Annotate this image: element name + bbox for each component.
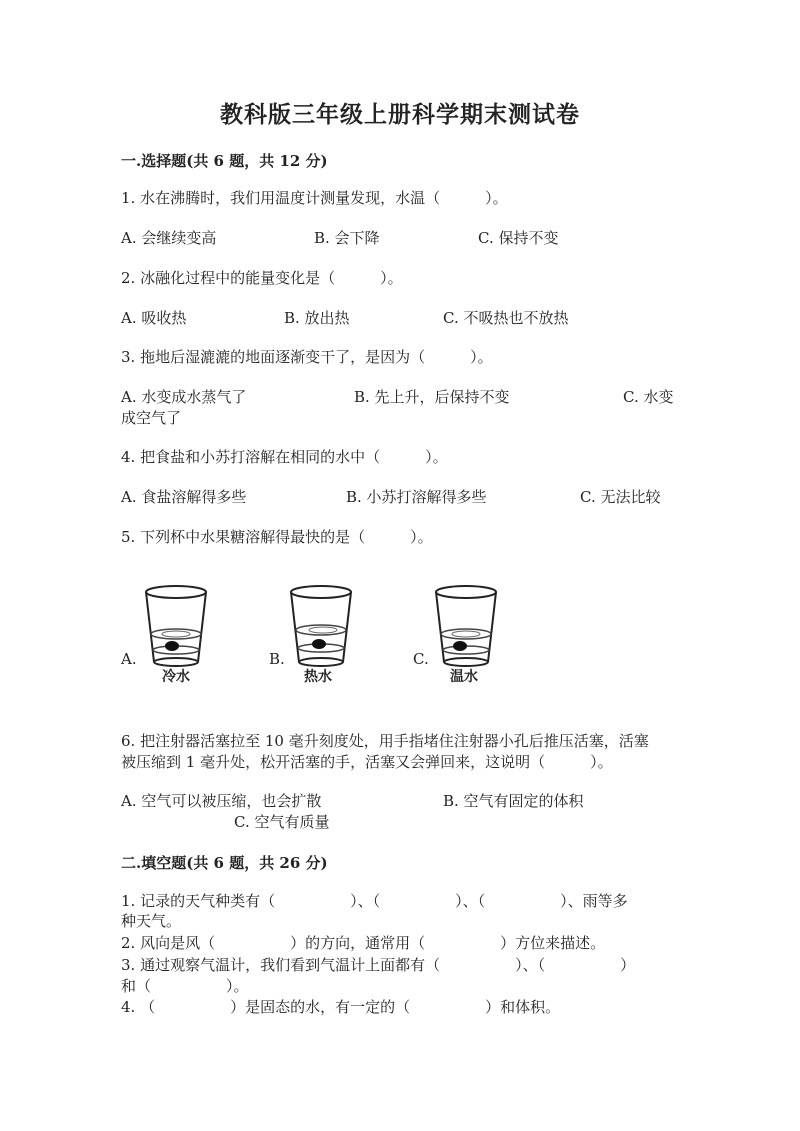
cup-c-label: 温水 bbox=[450, 669, 478, 685]
question-3-option-c-continued: 成空气了 bbox=[121, 409, 182, 427]
fill-3-line-2: 和（ ）。 bbox=[121, 977, 249, 995]
question-4-stem: 4. 把食盐和小苏打溶解在相同的水中（ ）。 bbox=[121, 448, 448, 466]
glass-cup-icon bbox=[281, 582, 361, 672]
fill-2-line-1: 2. 风向是风（ ）的方向，通常用（ ）方位来描述。 bbox=[121, 934, 606, 952]
cup-b-letter: B. bbox=[269, 650, 285, 668]
question-6-option-c: C. 空气有质量 bbox=[234, 813, 330, 831]
question-2-option-b: B. 放出热 bbox=[284, 309, 350, 327]
question-6-option-a: A. 空气可以被压缩，也会扩散 bbox=[121, 792, 322, 810]
question-3-stem: 3. 拖地后湿漉漉的地面逐渐变干了，是因为（ ）。 bbox=[121, 348, 493, 366]
question-1-stem: 1. 水在沸腾时，我们用温度计测量发现，水温（ ）。 bbox=[121, 189, 508, 207]
fill-1-line-2: 种天气。 bbox=[121, 912, 182, 930]
glass-cup-icon bbox=[426, 582, 506, 672]
question-2-option-a: A. 吸收热 bbox=[121, 309, 187, 327]
section-heading-fill-blank: 二.填空题(共 6 题，共 26 分) bbox=[121, 854, 328, 872]
question-5-stem: 5. 下列杯中水果糖溶解得最快的是（ ）。 bbox=[121, 528, 433, 546]
cup-a-label: 冷水 bbox=[162, 669, 190, 685]
question-4-option-a: A. 食盐溶解得多些 bbox=[121, 488, 247, 506]
fill-3-line-1: 3. 通过观察气温计，我们看到气温计上面都有（ ）、（ ） bbox=[121, 956, 636, 974]
question-1-option-c: C. 保持不变 bbox=[478, 229, 559, 247]
question-2-stem: 2. 冰融化过程中的能量变化是（ ）。 bbox=[121, 269, 403, 287]
question-3-option-a: A. 水变成水蒸气了 bbox=[121, 388, 247, 406]
page-title: 教科版三年级上册科学期末测试卷 bbox=[220, 101, 580, 128]
cup-a-letter: A. bbox=[121, 650, 137, 668]
question-1-option-b: B. 会下降 bbox=[314, 229, 380, 247]
glass-cup-icon bbox=[136, 582, 216, 672]
question-1-option-a: A. 会继续变高 bbox=[121, 229, 217, 247]
question-3-option-b: B. 先上升，后保持不变 bbox=[354, 388, 510, 406]
question-6-stem-line-2: 被压缩到 1 毫升处，松开活塞的手，活塞又会弹回来，这说明（ ）。 bbox=[121, 753, 613, 771]
fill-4-line-1: 4. （ ）是固态的水，有一定的（ ）和体积。 bbox=[121, 998, 561, 1016]
cup-b-label: 热水 bbox=[304, 669, 332, 685]
question-3-option-c: C. 水变 bbox=[623, 388, 674, 406]
question-6-stem-line-1: 6. 把注射器活塞拉至 10 毫升刻度处，用手指堵住注射器小孔后推压活塞，活塞 bbox=[121, 732, 649, 750]
question-4-option-c: C. 无法比较 bbox=[580, 488, 661, 506]
question-6-option-b: B. 空气有固定的体积 bbox=[443, 792, 584, 810]
section-heading-choice: 一.选择题(共 6 题，共 12 分) bbox=[121, 152, 328, 170]
question-4-option-b: B. 小苏打溶解得多些 bbox=[346, 488, 487, 506]
cup-c-letter: C. bbox=[413, 650, 429, 668]
fill-1-line-1: 1. 记录的天气种类有（ ）、（ ）、（ ）、雨等多 bbox=[121, 892, 628, 910]
question-2-option-c: C. 不吸热也不放热 bbox=[443, 309, 569, 327]
